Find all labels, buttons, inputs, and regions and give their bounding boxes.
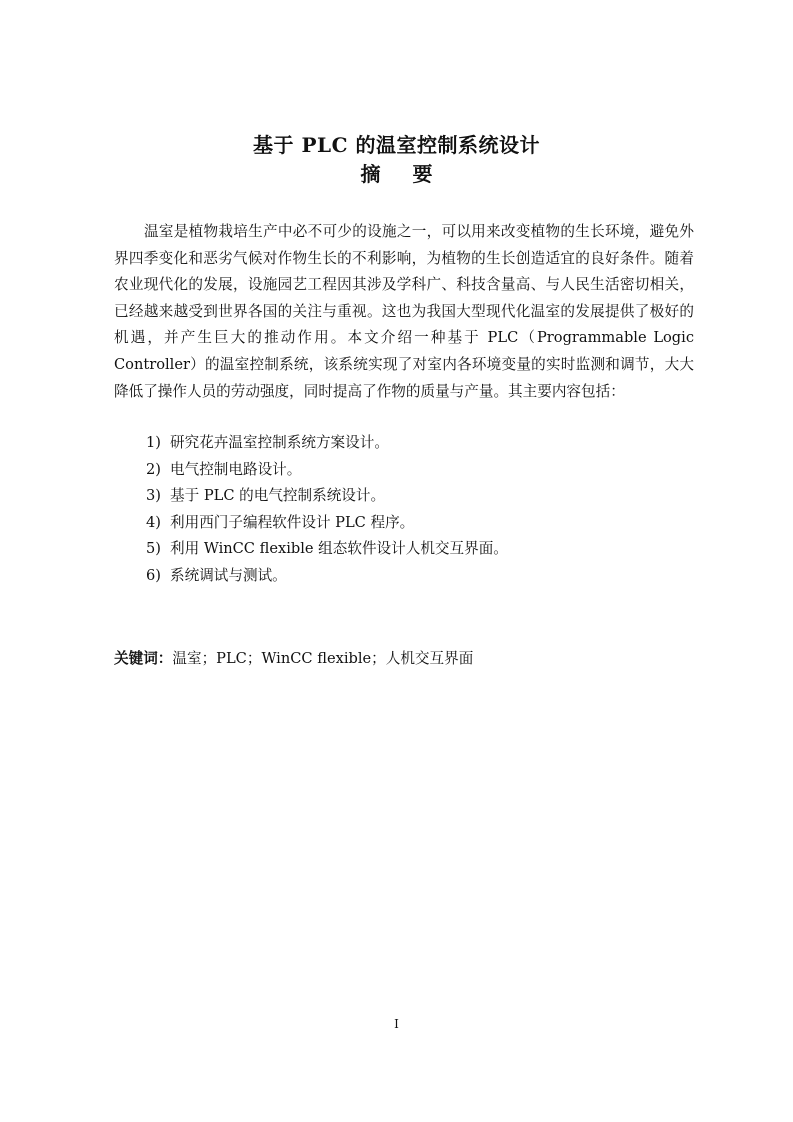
list-item-text: 利用西门子编程软件设计 PLC 程序。: [170, 513, 415, 531]
keywords-text: 温室；PLC；WinCC flexible；人机交互界面: [172, 650, 474, 667]
keywords-label: 关键词：: [114, 650, 173, 667]
list-item: [146, 510, 508, 537]
list-item-number: 6): [146, 566, 161, 584]
list-item-number: 4): [146, 513, 161, 531]
document-title: 基于 PLC 的温室控制系统设计: [253, 133, 540, 157]
list-item-number: 5): [146, 540, 161, 558]
keywords-line: [114, 646, 473, 672]
list-item-text: 基于 PLC 的电气控制系统设计。: [170, 487, 386, 505]
list-item: [146, 563, 508, 590]
list-item: [146, 483, 508, 510]
list-item-number: 2): [146, 460, 161, 478]
list-item-text: 电气控制电路设计。: [170, 460, 302, 478]
list-item-text: 利用 WinCC flexible 组态软件设计人机交互界面。: [170, 540, 508, 558]
list-item: [146, 457, 508, 484]
page-number: I: [394, 1017, 399, 1031]
list-item: [146, 430, 508, 457]
list-item-number: 3): [146, 487, 161, 505]
list-item: [146, 536, 508, 563]
list-item-text: 系统调试与测试。: [170, 566, 287, 584]
content-list: [146, 430, 508, 590]
abstract-paragraph: 温室是植物栽培生产中必不可少的设施之一，可以用来改变植物的生长环境，避免外界四季变化和恶劣气候对作物生长的不利影响，为植物的生长创造适宜的良好条件。随着农业现代化的发展，设施园艺工程因其涉及学科广、科技含量高、与人民生活密切相关，已经越来越受到世界各国的关注与重视。这也为我国大型现代化温室的发展提供了极好的机遇，并产生巨大的推动作用。本文介绍一种基于 PLC（Programmable Logic Controller）的温室控制系统，该系统实现了对室内各环境变量的实时监测和调节，大大降低了操作人员的劳动强度，同时提高了作物的质量与产量。其主要内容包括：: [114, 223, 694, 400]
list-item-number: 1): [146, 434, 161, 451]
list-item-text: 研究花卉温室控制系统方案设计。: [170, 434, 389, 451]
abstract-heading: 摘要: [360, 162, 465, 186]
